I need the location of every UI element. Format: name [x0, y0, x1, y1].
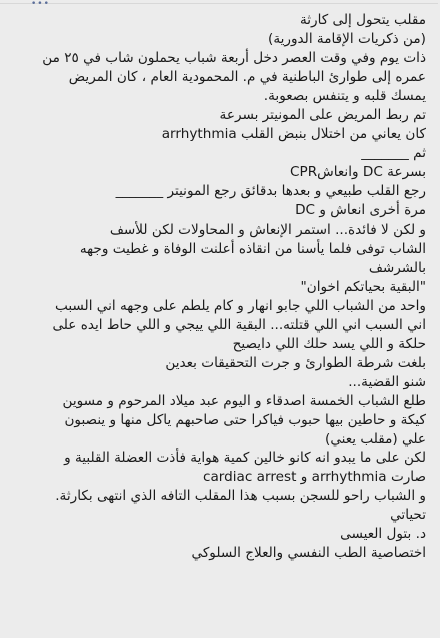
post-line: لكن على ما يبدو انه كانو خالين كمية هواية فأذت العضلة القلبية و: [64, 450, 426, 467]
post-line: الشاب توفى فلما يأسنا من انقاذه أعلنت الوفاة و غطيت وجهه: [79, 240, 426, 257]
author-name: د. بتول العيسى: [340, 526, 426, 543]
post-line: عمره إلى طوارئ الباطنية في م. المحمودية العام ، كان المريض: [68, 69, 426, 86]
top-strip: [0, 0, 440, 8]
post-line: تم ربط المريض على المونيتر بسرعة: [219, 107, 426, 124]
more-options-icon[interactable]: •••: [31, 0, 50, 9]
post-line: بالشرشف: [368, 259, 426, 276]
post-line: مرة أخرى انعاش و DC: [295, 202, 426, 219]
post-signoff: تحياتي: [390, 507, 426, 524]
post-line: اني السبب اني اللي قتلته... البقية اللي ييجي و اللي حاط ايده على: [52, 316, 426, 333]
post-line: صارت arrhythmia و cardiac arrest: [202, 469, 426, 486]
post-line: ثم _______: [361, 145, 426, 162]
divider: [0, 3, 438, 4]
post-title: مقلب يتحول إلى كارثة: [299, 12, 426, 28]
post-line: واحد من الشباب اللي جابو انهار و كام يلطم على وجهه اني السبب: [54, 297, 426, 314]
author-title: اختصاصية الطب النفسي والعلاج السلوكي: [191, 545, 426, 562]
post-line: بسرعة DC وانعاشCPR: [290, 164, 426, 181]
post-line: رجع القلب طبيعي و بعدها بدقائق رجع المونيتر _______: [115, 183, 426, 200]
post-line: شنو القضية...: [348, 373, 426, 390]
post-line: ذات يوم وفي وقت العصر دخل أربعة شباب يحملون شاب في ٢٥ من: [42, 50, 426, 67]
post-line: بلغت شرطة الطوارئ و جرت التحقيقات بعدين: [165, 354, 426, 371]
post-quote: "البقية بحياتكم اخوان": [300, 278, 426, 295]
post-line: علي (مقلب يعني): [325, 431, 426, 448]
post-line: و الشباب راحو للسجن بسبب هذا المقلب التافه الذي انتهى بكارثة.: [55, 488, 426, 505]
post-subtitle: (من ذكريات الإقامة الدورية): [268, 31, 426, 48]
post-body: [6, 11, 426, 563]
post-line: كان يعاني من اختلال بنبض القلب arrhythmia: [161, 126, 426, 143]
post-line: كيكة و حاطين بيها حبوب فياكرا حتى صاحبهم ياكل منها و ينصبون: [64, 411, 426, 428]
post-line: يمسك قلبه و يتنفس بصعوبة.: [263, 88, 426, 105]
post-line: و لكن لا فائدة... استمر الإنعاش و المحاولات لكن للأسف: [109, 221, 426, 238]
post-line: طلع الشباب الخمسة اصدقاء و اليوم عبد ميلاد المرحوم و مسوين: [62, 392, 426, 409]
post-line: حلكة و اللي يسد حلك اللي دايصيح: [232, 335, 426, 352]
